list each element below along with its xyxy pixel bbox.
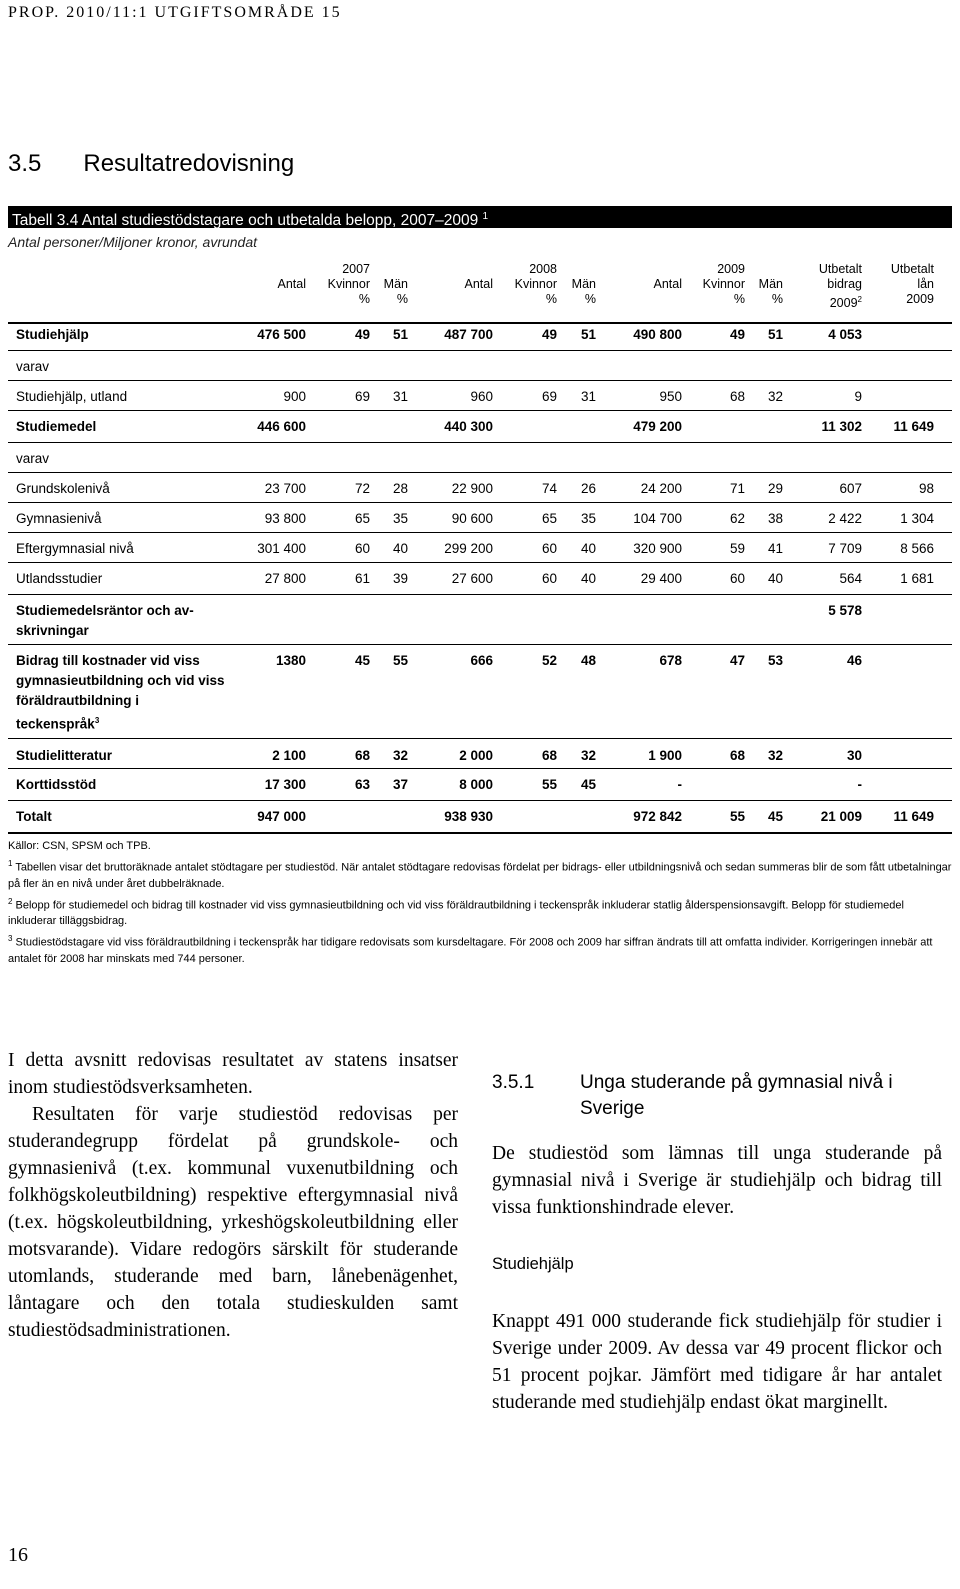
- row-rule: [8, 738, 952, 739]
- table-cell: 68: [541, 748, 557, 763]
- table-cell: 678: [659, 653, 682, 668]
- header-kvinnor-2007: 2007 Kvinnor %: [327, 262, 370, 306]
- row-label: Studiehjälp: [16, 327, 89, 342]
- table-cell: 2 100: [272, 748, 306, 763]
- table-cell: 1 304: [900, 511, 934, 526]
- section-heading: Resultatredovisning: [83, 150, 295, 177]
- table-cell: 45: [767, 809, 783, 824]
- table-cell: 72: [354, 481, 370, 496]
- row-rule: [8, 502, 952, 503]
- table-cell: 68: [729, 389, 745, 404]
- header-antal-2007: Antal: [277, 277, 306, 291]
- row-rule: [8, 442, 952, 443]
- row-rule: [8, 800, 952, 801]
- header-man-2008: Män %: [571, 277, 596, 306]
- table-cell: 55: [392, 653, 408, 668]
- table-cell: 69: [354, 389, 370, 404]
- row-rule: [8, 410, 952, 411]
- table-cell: 51: [392, 327, 408, 342]
- table-cell: 487 700: [444, 327, 493, 342]
- table-cell: 27 800: [264, 571, 306, 586]
- table-cell: 98: [918, 481, 934, 496]
- header-antal-2009: Antal: [653, 277, 682, 291]
- table-cell: 32: [767, 389, 783, 404]
- header-man-2007: Män %: [383, 277, 408, 306]
- table-cell: 8 000: [459, 777, 493, 792]
- table-cell: 24 200: [640, 481, 682, 496]
- table-unit: Antal personer/Miljoner kronor, avrundat: [8, 234, 258, 250]
- row-label: Eftergymnasial nivå: [16, 541, 134, 556]
- table-cell: 53: [767, 653, 783, 668]
- notes-sources: Källor: CSN, SPSM och TPB.: [8, 840, 151, 852]
- right-paragraph-1: De studiestöd som lämnas till unga studerande på gymnasial nivå i Sverige är studiehjälp och bidrag till vissa funktionshindrade elever.: [492, 1143, 942, 1218]
- studiehjalp-heading: Studiehjälp: [492, 1255, 574, 1273]
- row-label: Studiemedelsräntor och av- skrivningar: [16, 603, 194, 638]
- table-cell: 11 649: [893, 419, 934, 434]
- table-cell: 11 302: [821, 419, 862, 434]
- table-cell: 90 600: [451, 511, 493, 526]
- table-cell: 564: [839, 571, 862, 586]
- table-cell: 32: [580, 748, 596, 763]
- table-cell: 479 200: [633, 419, 682, 434]
- table-cell: 71: [729, 481, 745, 496]
- note-1: $^1$ Tabellen visar det bruttoräknade antalet stödtagare per studiestöd. När antalet stödtagare redovisas fördelat per bidrags- eller utbildningsnivå och sedan summeras blir de som fått utbetalningar på fler än en nivå under året dubbelräknade.: [8, 859, 952, 890]
- table-bottom-rule: [8, 832, 952, 834]
- table-cell: 49: [729, 327, 745, 342]
- table-cell: 299 200: [444, 541, 493, 556]
- table-cell: 68: [354, 748, 370, 763]
- table-cell: 61: [354, 571, 370, 586]
- row-label: Korttidsstöd: [16, 777, 97, 792]
- table-cell: 52: [541, 653, 557, 668]
- table-cell: 11 649: [893, 809, 934, 824]
- table-cell: 46: [846, 653, 862, 668]
- section-title: [8, 150, 294, 178]
- row-label: Totalt: [16, 809, 52, 824]
- table-cell: 69: [541, 389, 557, 404]
- table-cell: 2 000: [459, 748, 493, 763]
- header-antal-2008: Antal: [464, 277, 493, 291]
- table-cell: 7 709: [828, 541, 862, 556]
- table-cell: 29: [767, 481, 783, 496]
- subsection-title: Unga studerande på gymnasial nivå i Sverige: [580, 1072, 893, 1119]
- header-kvinnor-2009: 2009 Kvinnor %: [702, 262, 745, 306]
- table-cell: 38: [767, 511, 783, 526]
- table-cell: 31: [392, 389, 408, 404]
- table-notes: [8, 838, 952, 969]
- table-cell: 60: [541, 541, 557, 556]
- table-cell: 666: [470, 653, 493, 668]
- table-cell: 47: [729, 653, 745, 668]
- table-cell: 490 800: [633, 327, 682, 342]
- table-cell: 51: [580, 327, 596, 342]
- table-cell: 900: [283, 389, 306, 404]
- table-cell: 1 681: [900, 571, 934, 586]
- row-rule: [8, 380, 952, 381]
- table-cell: 21 009: [820, 809, 862, 824]
- table-cell: 23 700: [264, 481, 306, 496]
- table-caption-text: Tabell 3.4 Antal studiestödstagare och utbetalda belopp, 2007–2009: [12, 212, 479, 230]
- table-cell: 63: [354, 777, 370, 792]
- section-number: 3.5: [8, 150, 42, 177]
- table-cell: 40: [580, 541, 596, 556]
- table-header: [16, 262, 946, 320]
- table-cell: -: [857, 777, 862, 792]
- table-cell: 60: [541, 571, 557, 586]
- row-label: Studiehjälp, utland: [16, 389, 128, 404]
- table-cell: 31: [580, 389, 596, 404]
- table-cell: 49: [354, 327, 370, 342]
- table-cell: 93 800: [264, 511, 306, 526]
- body-right-column: [492, 1070, 942, 1416]
- table-cell: 51: [767, 327, 783, 342]
- table-cell: 938 930: [444, 809, 493, 824]
- body-paragraph-2: Resultaten för varje studiestöd redovisas per studerandegrupp fördelat på grundskole- och gymnasienivå (t.ex. kommunal vuxenutbildning och folkhögskoleutbildning) respektive eftergymnasial nivå (t.ex. högskoleutbildning, yrkeshögskoleutbildning eller motsvarande). Vidare redogörs särskilt för studerande utomlands, studerande med barn, lånebenägenhet, låntagare och den totala studieskulden samt studiestödsadministrationen.: [8, 1104, 458, 1341]
- row-rule: [8, 644, 952, 645]
- row-label: Bidrag till kostnader vid viss gymnasieutbildning och vid viss föräldrautbildning i teckenspråk$^3$: [16, 653, 225, 732]
- table-cell: 28: [392, 481, 408, 496]
- table-cell: 65: [354, 511, 370, 526]
- row-label: Grundskolenivå: [16, 481, 110, 496]
- table-cell: 950: [659, 389, 682, 404]
- table-cell: 320 900: [633, 541, 682, 556]
- row-rule: [8, 532, 952, 533]
- row-rule: [8, 562, 952, 563]
- table-cell: 9: [854, 389, 862, 404]
- note-3: $^3$ Studiestödstagare vid viss föräldrautbildning i teckenspråk har tidigare redovisats som kursdeltagare. För 2008 och 2009 har siffran ändrats till att omfatta individer. Korrigeringen innebär att antalet för 2008 har minskats med 744 personer.: [8, 934, 933, 965]
- table-cell: 4 053: [828, 327, 862, 342]
- table-cell: 35: [392, 511, 408, 526]
- row-label: Gymnasienivå: [16, 511, 102, 526]
- table-cell: 301 400: [257, 541, 306, 556]
- table-cell: 1380: [275, 653, 306, 668]
- table-cell: 104 700: [633, 511, 682, 526]
- table-caption: [8, 206, 952, 228]
- table-cell: 40: [767, 571, 783, 586]
- table-cell: 26: [580, 481, 596, 496]
- table-cell: 55: [541, 777, 557, 792]
- table-cell: 1 900: [648, 748, 682, 763]
- table-cell: 446 600: [257, 419, 306, 434]
- table-cell: 35: [580, 511, 596, 526]
- page-number: 16: [8, 1544, 28, 1566]
- table-cell: 55: [729, 809, 745, 824]
- table-cell: 74: [541, 481, 557, 496]
- table-cell: 30: [846, 748, 862, 763]
- row-label: varav: [16, 359, 50, 374]
- table-cell: 8 566: [900, 541, 934, 556]
- table-cell: 65: [541, 511, 557, 526]
- table-cell: 41: [767, 541, 783, 556]
- table-cell: 45: [354, 653, 370, 668]
- row-label: varav: [16, 451, 50, 466]
- body-paragraph-1: I detta avsnitt redovisas resultatet av statens insatser inom studiestödsverksamheten.: [8, 1050, 458, 1098]
- table-cell: 60: [729, 571, 745, 586]
- subsection-heading: [492, 1070, 942, 1122]
- table-cell: -: [677, 777, 682, 792]
- table-cell: 960: [470, 389, 493, 404]
- table-cell: 60: [354, 541, 370, 556]
- table-cell: 32: [767, 748, 783, 763]
- table-cell: 972 842: [633, 809, 682, 824]
- table-cell: 68: [729, 748, 745, 763]
- header-utbetalt-lan: Utbetalt lån 2009: [890, 262, 934, 306]
- table-cell: 5 578: [828, 603, 862, 618]
- table-cell: 947 000: [257, 809, 306, 824]
- row-rule: [8, 594, 952, 595]
- row-rule: [8, 768, 952, 769]
- table-cell: 2 422: [828, 511, 862, 526]
- header-man-2009: Män %: [758, 277, 783, 306]
- table-cell: 22 900: [451, 481, 493, 496]
- table-cell: 607: [839, 481, 862, 496]
- table-cell: 49: [541, 327, 557, 342]
- table-cell: 40: [580, 571, 596, 586]
- table-cell: 59: [729, 541, 745, 556]
- header-utbetalt-bidrag: Utbetalt bidrag 2009$^2$: [818, 262, 862, 311]
- row-label: Utlandsstudier: [16, 571, 103, 586]
- table-cell: 62: [729, 511, 745, 526]
- table-cell: 40: [392, 541, 408, 556]
- header-rule: [8, 322, 952, 324]
- header-kvinnor-2008: 2008 Kvinnor %: [514, 262, 557, 306]
- note-2: $^2$ Belopp för studiemedel och bidrag till kostnader vid viss gymnasieutbildning och vid viss föräldrautbildning i teckenspråk inkluderar statlig ålderspensionsavgift. Belopp för studiemedel inkluderar tilläggsbidrag.: [8, 896, 904, 928]
- running-header: PROP. 2010/11:1 UTGIFTSOMRÅDE 15: [8, 4, 342, 21]
- table-cell: 32: [392, 748, 408, 763]
- table-cell: 45: [580, 777, 596, 792]
- table-cell: 48: [580, 653, 596, 668]
- table-cell: 17 300: [264, 777, 306, 792]
- table-cell: 27 600: [451, 571, 493, 586]
- table-cell: 39: [392, 571, 408, 586]
- table-cell: 37: [392, 777, 408, 792]
- table-cell: 476 500: [257, 327, 306, 342]
- table-cell: 29 400: [640, 571, 682, 586]
- table-cell: 440 300: [444, 419, 493, 434]
- table-caption-note: 1: [482, 211, 489, 222]
- right-paragraph-2: Knappt 491 000 studerande fick studiehjälp för studier i Sverige under 2009. Av dessa var 49 procent flickor och 51 procent pojkar. Jämfört med tidigare år har antalet studerande med studiehjälp endast ökat marginellt.: [492, 1311, 942, 1413]
- subsection-number: 3.5.1: [492, 1072, 535, 1093]
- body-left-column: [8, 1047, 458, 1344]
- row-label: Studielitteratur: [16, 748, 113, 763]
- row-label: Studiemedel: [16, 419, 97, 434]
- row-rule: [8, 350, 952, 351]
- row-rule: [8, 472, 952, 473]
